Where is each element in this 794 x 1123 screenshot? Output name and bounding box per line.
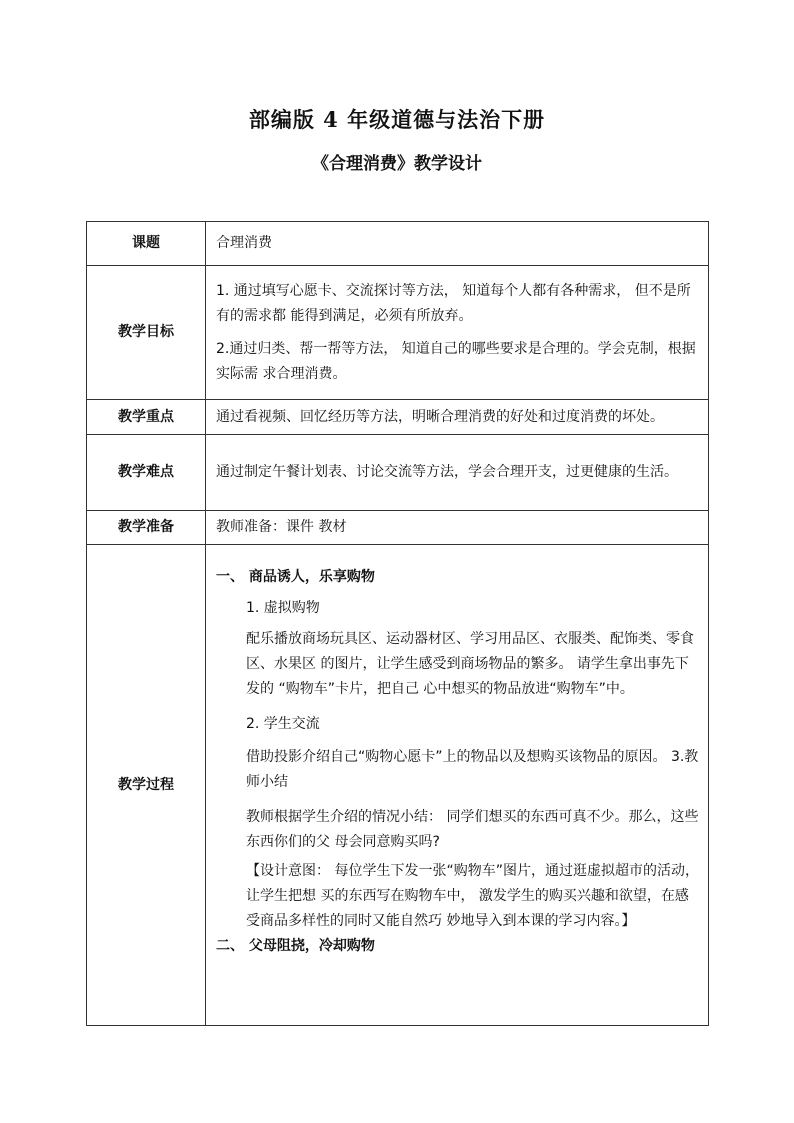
row-label: 教学准备 <box>87 511 206 545</box>
process-paragraph: 借助投影介绍自己“购物心愿卡”上的物品以及想购买该物品的原因。 3.教师小结 <box>246 749 699 790</box>
difficult-value: 通过制定午餐计划表、讨论交流等方法，学会合理开支，过更健康的生活。 <box>206 435 709 511</box>
table-row-process <box>87 545 709 1026</box>
goal-paragraph: 2.通过归类、帮一帮等方法， 知道自己的哪些要求是合理的。学会克制，根据实际需 求合理消费。 <box>216 340 696 382</box>
section-heading: 二、 父母阻挠，冷却购物 <box>216 938 375 954</box>
table-row-goals <box>87 266 709 400</box>
prep-value: 教师准备：课件 教材 <box>206 511 709 545</box>
section-heading: 一、 商品诱人，乐享购物 <box>216 569 375 585</box>
row-label: 教学目标 <box>87 266 206 400</box>
table-row-topic <box>87 222 709 266</box>
goal-paragraph: 1. 通过填写心愿卡、交流探讨等方法， 知道每个人都有各种需求， 但不是所有的需求都 能得到满足，必须有所放弃。 <box>216 282 691 324</box>
row-label: 教学过程 <box>87 545 206 1026</box>
row-label: 课题 <box>87 222 206 266</box>
table-row-difficult <box>87 435 709 511</box>
process-paragraph: 教师根据学生介绍的情况小结： 同学们想买的东西可真不少。那么，这些东西你们的父 母会同意购买吗? <box>246 809 699 850</box>
step-heading: 2. 学生交流 <box>246 716 320 732</box>
row-label: 教学难点 <box>87 435 206 511</box>
row-label: 教学重点 <box>87 400 206 435</box>
step-heading: 1. 虚拟购物 <box>246 600 320 616</box>
topic-value: 合理消费 <box>206 222 709 266</box>
table-row-key <box>87 400 709 435</box>
table-row-prep <box>87 511 709 545</box>
document-subtitle: 《合理消费》教学设计 <box>312 154 482 174</box>
lesson-plan-table <box>86 221 709 1026</box>
design-intent: 【设计意图： 每位学生下发一张“购物车”图片，通过逛虚拟超市的活动，让学生把想 买的东西写在购物车中， 激发学生的购买兴趣和欲望，在感受商品多样性的同时又能自然巧 妙地导入到本课的学习内容。】 <box>246 863 699 929</box>
key-value: 通过看视频、回忆经历等方法，明晰合理消费的好处和过度消费的坏处。 <box>206 400 709 435</box>
process-paragraph: 配乐播放商场玩具区、运动器材区、学习用品区、衣服类、配饰类、零食区、水果区 的图片，让学生感受到商场物品的繁多。 请学生拿出事先下发的 “购物车”卡片，把自己 心中想买的物品放进“购物车”中。 <box>246 631 694 697</box>
goals-content <box>206 266 709 400</box>
document-title: 部编版 4 年级道德与法治下册 <box>248 107 546 132</box>
process-content <box>206 545 709 1026</box>
